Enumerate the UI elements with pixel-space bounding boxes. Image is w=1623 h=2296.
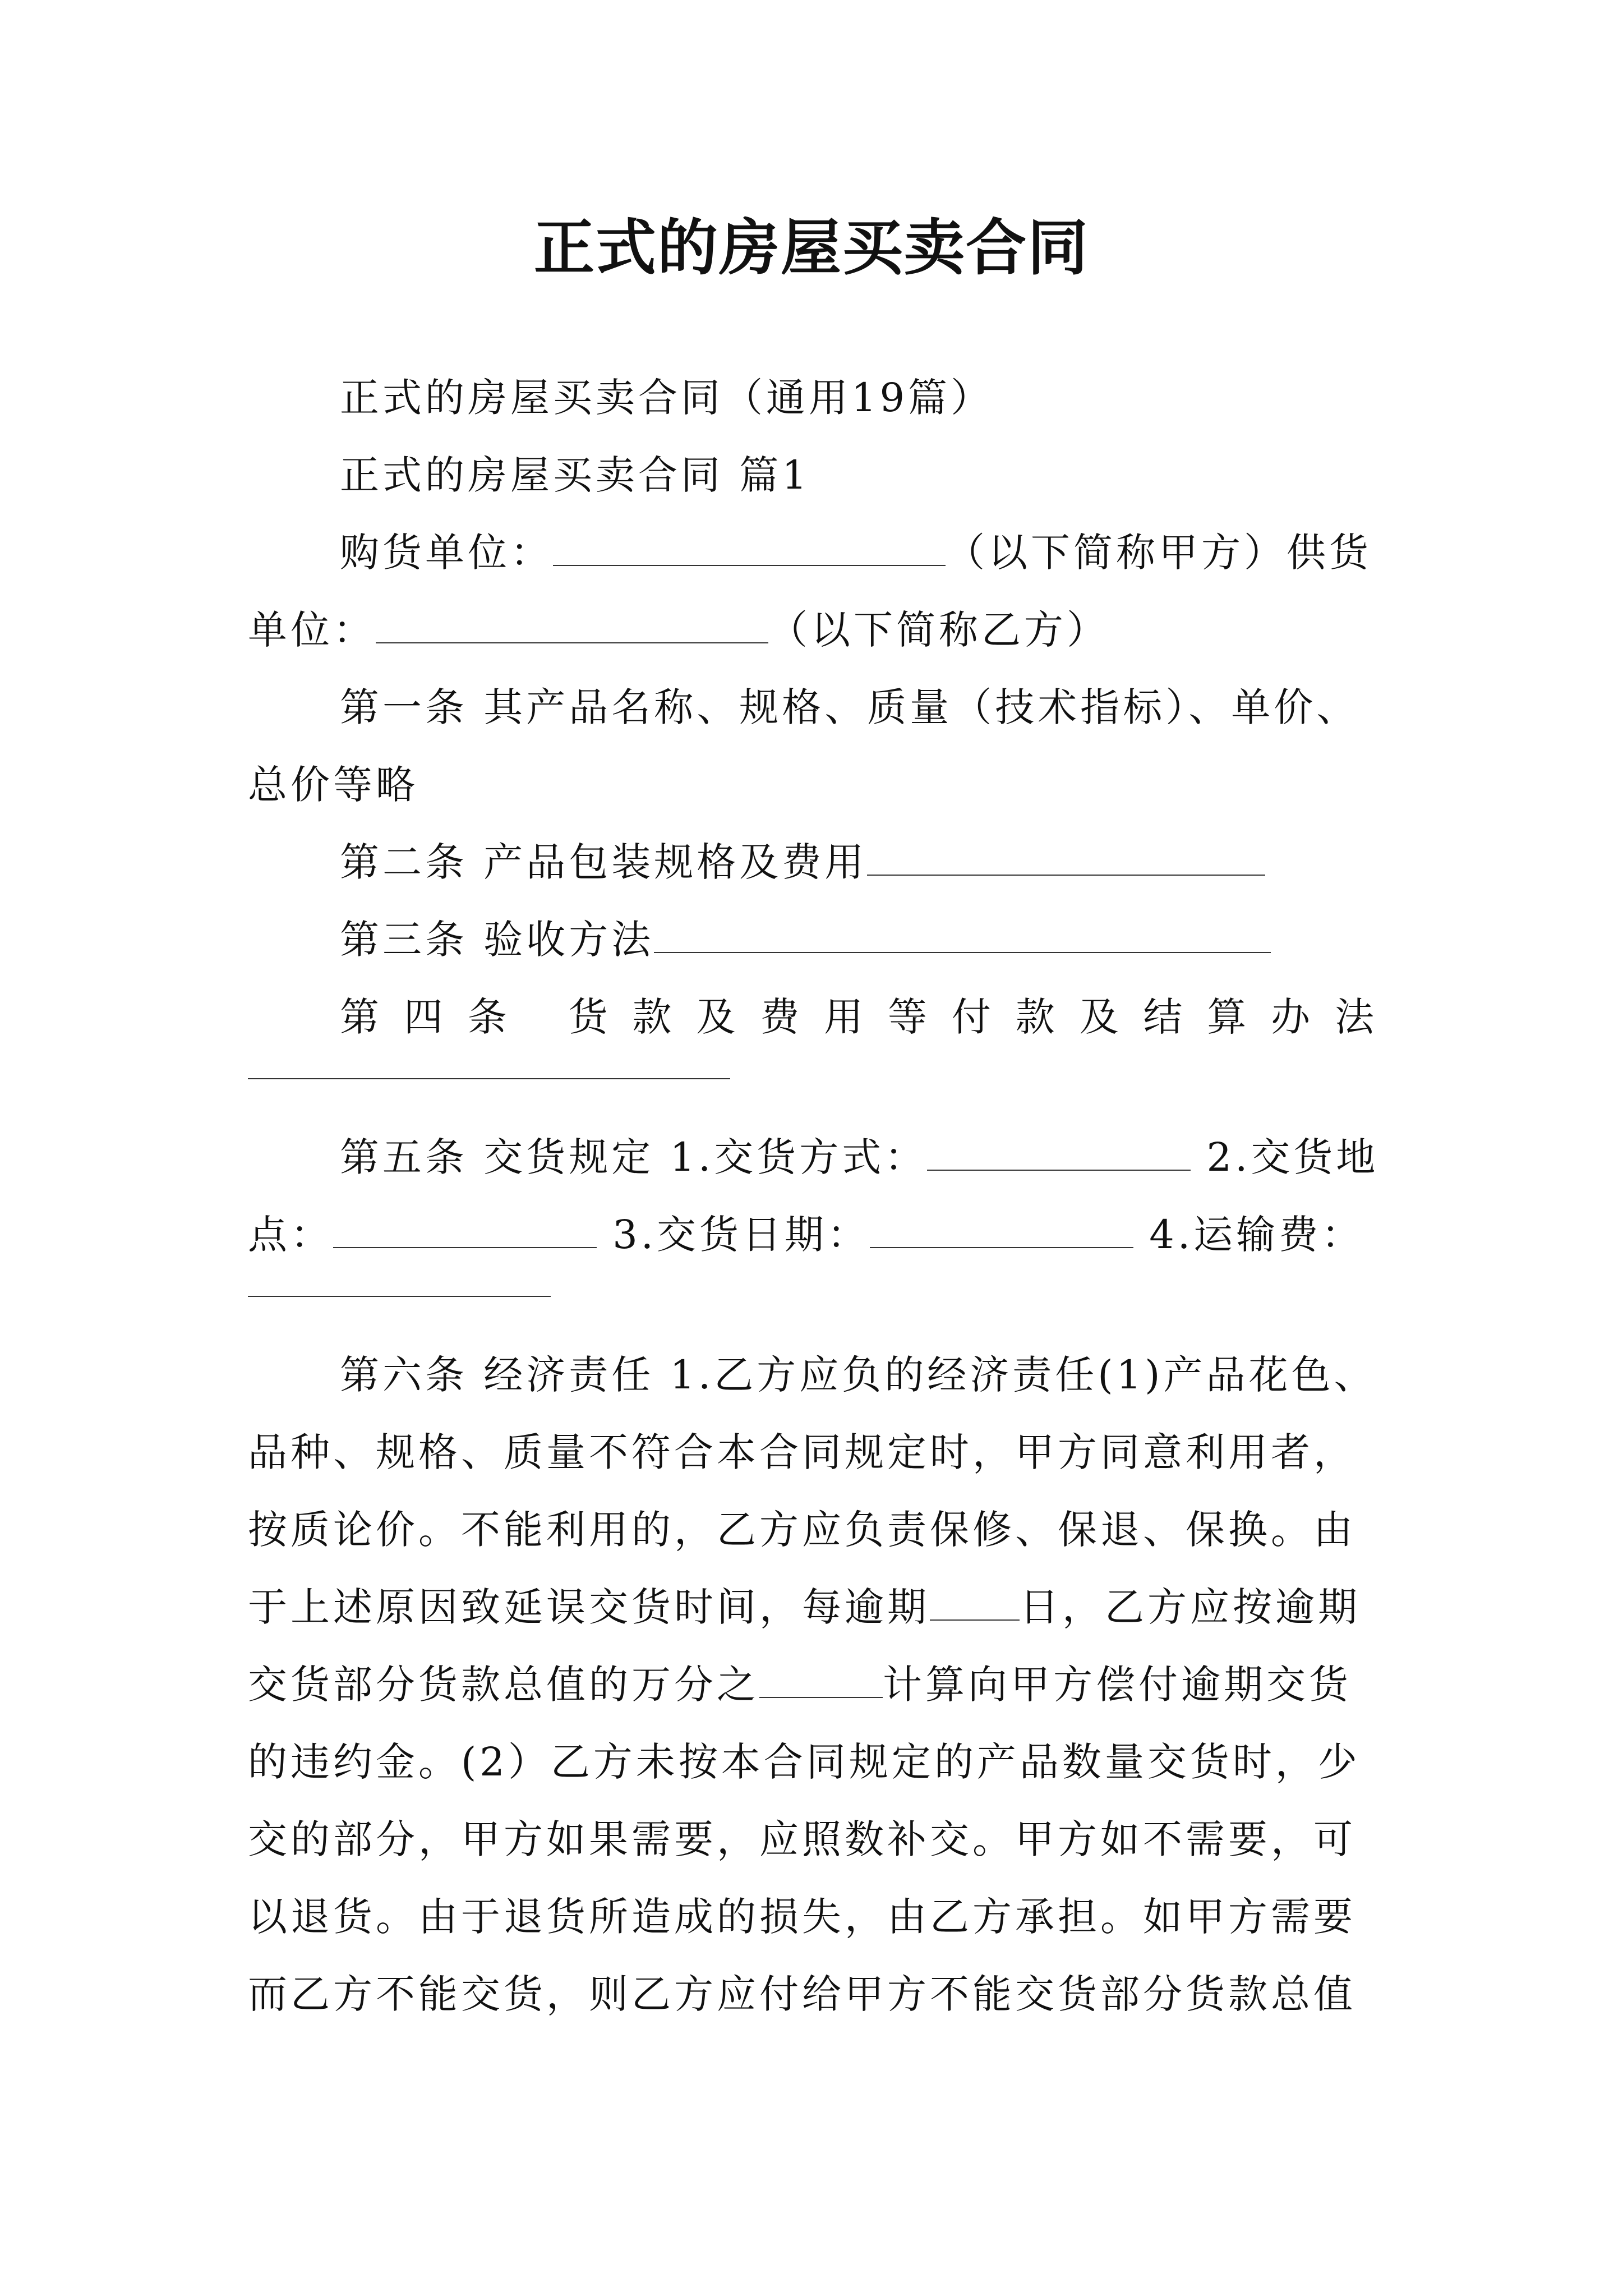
clause-5-method: 第五条 交货规定 1.交货方式： <box>340 1134 928 1180</box>
document-body <box>248 359 1386 2033</box>
clause-6 <box>248 1336 1386 2033</box>
clause-3-blank <box>654 951 1271 953</box>
clause-5-freight: 4.运输费： <box>1133 1212 1364 1258</box>
parties-paragraph <box>248 514 1386 669</box>
freight-blank <box>248 1273 551 1297</box>
penalty-rate-blank <box>759 1696 883 1698</box>
clause-6-text-c: 计算向甲方偿付逾期交货的违约金。(2）乙方未按本合同规定的产品数量交货时，少交的部分，甲方如果需要，应照数补交。甲方如不需要，可以退货。由于退货所造成的损失，由乙方承担。如甲方需要而乙方不能交货，则乙方应付给甲方不能交货部分货款总值 <box>248 1662 1361 2017</box>
clause-6-text-b: 日，乙方应按逾期交货部分货款总值的万分之 <box>248 1584 1361 1708</box>
clause-2-text: 第二条 产品包装规格及费用 <box>340 839 868 885</box>
clause-5-date: 3.交货日期： <box>597 1212 870 1258</box>
clause-3-text: 第三条 验收方法 <box>340 917 654 963</box>
buyer-label: 购货单位： <box>340 530 553 576</box>
overdue-days-blank <box>930 1619 1020 1621</box>
clause-2-blank <box>867 874 1265 876</box>
section-heading: 正式的房屋买卖合同 篇1 <box>340 452 810 498</box>
clause-5 <box>248 1119 1386 1273</box>
clause-4-blank <box>248 1056 730 1079</box>
clause-4: 第四条 货款及费用等付款及结算办法 <box>340 994 1386 1040</box>
buyer-blank <box>553 564 946 566</box>
clause-3 <box>248 901 1386 978</box>
delivery-date-blank <box>870 1246 1133 1248</box>
seller-suffix: （以下简称乙方） <box>768 607 1109 653</box>
clause-1: 第一条 其产品名称、规格、质量（技术指标）、单价、总价等略 <box>248 684 1359 808</box>
clause-6-text-a: 第六条 经济责任 1.乙方应负的经济责任(1)产品花色、品种、规格、质量不符合本合同规定时，甲方同意利用者，按质论价。不能利用的，乙方应负责保修、保退、保换。由于上述原因致延误交货时间，每逾期 <box>248 1352 1377 1630</box>
delivery-method-blank <box>927 1169 1191 1171</box>
document-title: 正式的房屋买卖合同 <box>533 213 1089 283</box>
seller-label: 单位： <box>248 607 376 653</box>
seller-blank <box>376 642 768 643</box>
subtitle: 正式的房屋买卖合同（通用19篇） <box>340 375 994 421</box>
delivery-place-blank <box>333 1246 597 1248</box>
clause-5-place: 2.交货地点： <box>248 1134 1379 1258</box>
buyer-suffix: （以下简称甲方）供货 <box>946 530 1372 576</box>
clause-2 <box>248 823 1386 901</box>
